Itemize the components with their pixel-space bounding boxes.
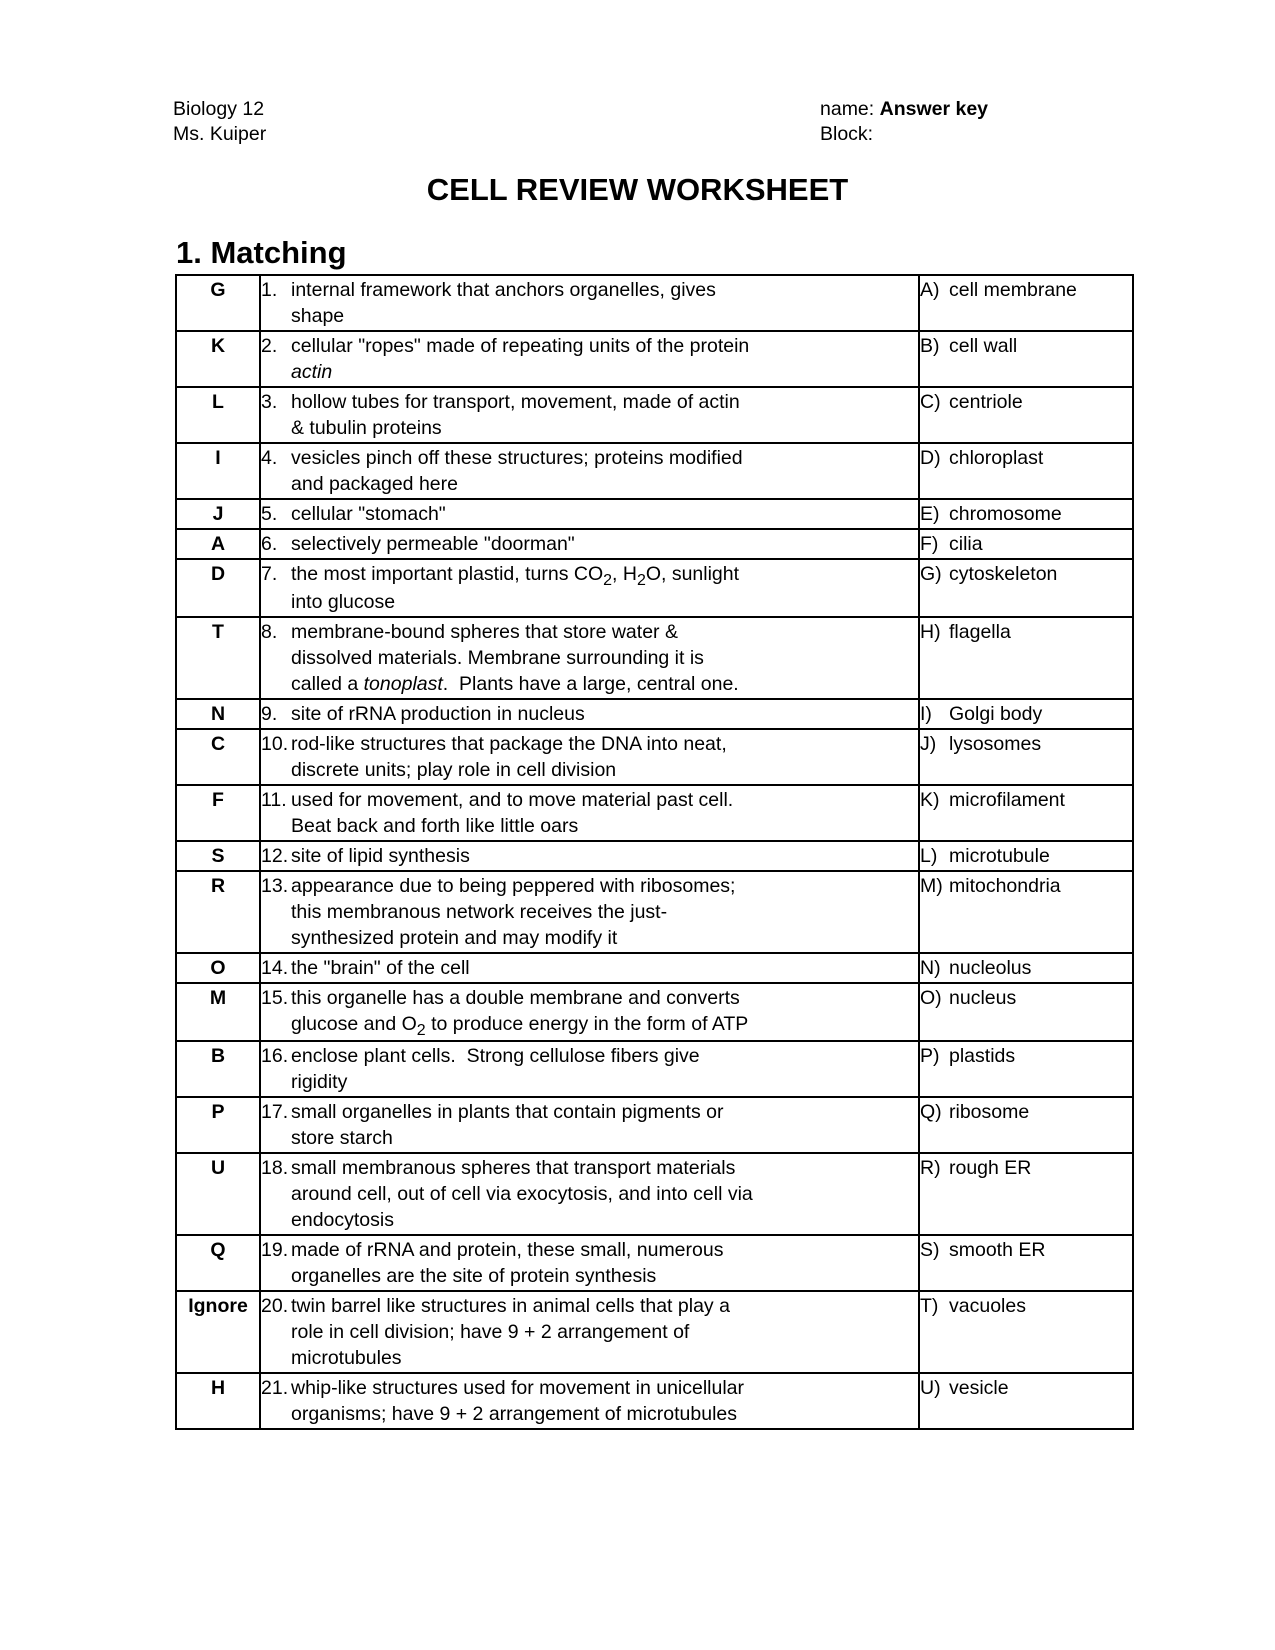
item-description xyxy=(291,1237,918,1289)
description-line: glucose and $O_2$ to produce energy in the form of ATP xyxy=(291,1013,749,1040)
term-cell xyxy=(919,1097,1133,1153)
term-text: centriole xyxy=(949,391,1023,413)
item-description xyxy=(291,1293,918,1371)
description-cell xyxy=(260,617,919,699)
description-line: small organelles in plants that contain pigments or xyxy=(291,1101,724,1124)
term-letter: C) xyxy=(920,391,941,413)
term-letter: K) xyxy=(920,789,940,812)
item-number: 21. xyxy=(261,1377,289,1400)
term-text: cell membrane xyxy=(949,279,1077,301)
term-text: cell wall xyxy=(949,335,1018,357)
item-description xyxy=(291,985,918,1039)
term-cell xyxy=(919,729,1133,785)
term-letter: S) xyxy=(920,1239,940,1262)
term-text: ribosome xyxy=(949,1101,1030,1124)
description-line: the most important plastid, turns $CO_2$, $H_2O$, sunlight xyxy=(291,563,740,590)
term-letter: P) xyxy=(920,1045,940,1068)
item-description xyxy=(291,531,918,557)
matching-row xyxy=(176,275,1133,331)
answer-cell: H xyxy=(176,1373,260,1429)
answer-cell: F xyxy=(176,785,260,841)
item-description xyxy=(291,1099,918,1151)
item-number: 2. xyxy=(261,335,278,357)
description-line: into glucose xyxy=(291,591,396,614)
answer-cell: G xyxy=(176,275,260,331)
description-line: hollow tubes for transport, movement, made of actin xyxy=(291,391,740,413)
term-letter: H) xyxy=(920,621,941,644)
description-cell xyxy=(260,1041,919,1097)
term-letter: Q) xyxy=(920,1101,942,1124)
term-cell xyxy=(919,1153,1133,1235)
term-cell xyxy=(919,1041,1133,1097)
description-cell xyxy=(260,983,919,1041)
description-line: the "brain" of the cell xyxy=(291,957,470,980)
description-line: membrane-bound spheres that store water & xyxy=(291,621,678,644)
term-letter: L) xyxy=(920,845,938,868)
item-number: 6. xyxy=(261,533,278,555)
answer-cell: J xyxy=(176,499,260,529)
description-line: appearance due to being peppered with ribosomes; xyxy=(291,875,736,898)
item-description xyxy=(291,561,918,615)
matching-row xyxy=(176,785,1133,841)
matching-row xyxy=(176,1373,1133,1429)
description-line: shape xyxy=(291,305,345,327)
header-right xyxy=(820,97,1275,147)
term-letter: J) xyxy=(920,733,937,756)
item-number: 3. xyxy=(261,391,278,413)
term-cell xyxy=(919,1291,1133,1373)
item-number: 7. xyxy=(261,563,278,585)
item-description xyxy=(291,333,918,385)
answer-cell: B xyxy=(176,1041,260,1097)
description-line: site of lipid synthesis xyxy=(291,845,470,868)
term-text: nucleus xyxy=(949,987,1017,1010)
item-description xyxy=(291,1043,918,1095)
matching-row xyxy=(176,1235,1133,1291)
term-cell xyxy=(919,529,1133,559)
description-cell xyxy=(260,1153,919,1235)
term-letter: B) xyxy=(920,335,940,357)
description-cell xyxy=(260,443,919,499)
matching-row xyxy=(176,953,1133,983)
matching-row xyxy=(176,841,1133,871)
answer-cell: C xyxy=(176,729,260,785)
term-letter: A) xyxy=(920,279,940,301)
description-cell xyxy=(260,1373,919,1429)
term-letter: O) xyxy=(920,987,942,1010)
description-line: enclose plant cells. Strong cellulose fibers give xyxy=(291,1045,700,1068)
term-text: mitochondria xyxy=(949,875,1061,898)
matching-row xyxy=(176,1291,1133,1373)
answer-cell: O xyxy=(176,953,260,983)
block-label: Block: xyxy=(820,123,874,145)
matching-row xyxy=(176,617,1133,699)
description-line: made of rRNA and protein, these small, numerous xyxy=(291,1239,724,1262)
matching-table xyxy=(175,274,1134,1430)
matching-table-body xyxy=(176,275,1133,1429)
answer-cell: T xyxy=(176,617,260,699)
term-cell xyxy=(919,699,1133,729)
item-number: 5. xyxy=(261,503,278,525)
description-cell xyxy=(260,953,919,983)
term-cell xyxy=(919,1373,1133,1429)
description-cell xyxy=(260,1235,919,1291)
answer-cell: N xyxy=(176,699,260,729)
term-text: flagella xyxy=(949,621,1011,644)
description-line: dissolved materials. Membrane surrounding it is xyxy=(291,647,704,670)
term-text: cytoskeleton xyxy=(949,563,1058,585)
description-cell xyxy=(260,699,919,729)
matching-row xyxy=(176,499,1133,529)
description-cell xyxy=(260,871,919,953)
description-cell xyxy=(260,729,919,785)
description-cell xyxy=(260,785,919,841)
term-cell xyxy=(919,785,1133,841)
description-line: & tubulin proteins xyxy=(291,417,442,439)
answer-cell: Ignore xyxy=(176,1291,260,1373)
item-description xyxy=(291,701,918,727)
header-left xyxy=(173,97,266,147)
name-label: name: xyxy=(820,98,875,120)
description-cell xyxy=(260,275,919,331)
term-letter: N) xyxy=(920,957,941,980)
item-number: 16. xyxy=(261,1045,289,1068)
term-text: vesicle xyxy=(949,1377,1009,1400)
term-text: plastids xyxy=(949,1045,1016,1068)
term-letter: U) xyxy=(920,1377,941,1400)
term-text: Golgi body xyxy=(949,703,1043,726)
item-description xyxy=(291,787,918,839)
description-line: called a tonoplast. Plants have a large, central one. xyxy=(291,673,739,696)
name-line xyxy=(820,97,1275,122)
term-cell xyxy=(919,331,1133,387)
answer-cell: L xyxy=(176,387,260,443)
item-number: 17. xyxy=(261,1101,289,1124)
description-cell xyxy=(260,529,919,559)
term-text: lysosomes xyxy=(949,733,1042,756)
description-line: rod-like structures that package the DNA into neat, xyxy=(291,733,727,756)
name-value: Answer key xyxy=(879,98,989,120)
term-cell xyxy=(919,871,1133,953)
answer-cell: P xyxy=(176,1097,260,1153)
item-number: 1. xyxy=(261,279,278,301)
matching-row xyxy=(176,331,1133,387)
item-number: 14. xyxy=(261,957,289,980)
description-line: twin barrel like structures in animal cells that play a xyxy=(291,1295,730,1318)
term-cell xyxy=(919,559,1133,617)
item-number: 19. xyxy=(261,1239,289,1262)
item-number: 20. xyxy=(261,1295,289,1318)
term-letter: T) xyxy=(920,1295,939,1318)
teacher-name: Ms. Kuiper xyxy=(173,123,267,145)
matching-row xyxy=(176,1097,1133,1153)
matching-row xyxy=(176,1041,1133,1097)
description-cell xyxy=(260,1291,919,1373)
term-cell xyxy=(919,387,1133,443)
description-line: role in cell division; have 9 + 2 arrangement of xyxy=(291,1321,690,1344)
term-text: vacuoles xyxy=(949,1295,1026,1318)
term-cell xyxy=(919,499,1133,529)
description-cell xyxy=(260,559,919,617)
description-cell xyxy=(260,1097,919,1153)
description-line: site of rRNA production in nucleus xyxy=(291,703,585,726)
matching-row xyxy=(176,387,1133,443)
description-cell xyxy=(260,387,919,443)
term-letter: R) xyxy=(920,1157,941,1180)
term-text: chloroplast xyxy=(949,447,1044,469)
item-description xyxy=(291,1375,918,1427)
term-cell xyxy=(919,443,1133,499)
description-line: around cell, out of cell via exocytosis, and into cell via xyxy=(291,1183,753,1206)
term-cell xyxy=(919,841,1133,871)
description-line: used for movement, and to move material past cell. xyxy=(291,789,734,812)
term-text: rough ER xyxy=(949,1157,1032,1180)
term-letter: G) xyxy=(920,563,942,585)
term-letter: D) xyxy=(920,447,941,469)
term-letter: M) xyxy=(920,875,943,898)
page-title: CELL REVIEW WORKSHEET xyxy=(426,172,849,207)
matching-row xyxy=(176,559,1133,617)
term-text: smooth ER xyxy=(949,1239,1046,1262)
description-line: selectively permeable "doorman" xyxy=(291,533,575,555)
answer-cell: Q xyxy=(176,1235,260,1291)
term-cell xyxy=(919,953,1133,983)
answer-cell: I xyxy=(176,443,260,499)
item-number: 10. xyxy=(261,733,289,756)
item-number: 11. xyxy=(261,789,287,812)
description-line: this membranous network receives the just- xyxy=(291,901,668,924)
item-description xyxy=(291,843,918,869)
description-line: organisms; have 9 + 2 arrangement of microtubules xyxy=(291,1403,738,1426)
item-description xyxy=(291,955,918,981)
term-cell xyxy=(919,617,1133,699)
description-line: microtubules xyxy=(291,1347,402,1370)
description-line: discrete units; play role in cell division xyxy=(291,759,617,782)
matching-row xyxy=(176,729,1133,785)
term-text: chromosome xyxy=(949,503,1062,525)
term-cell xyxy=(919,1235,1133,1291)
term-cell xyxy=(919,275,1133,331)
matching-row xyxy=(176,699,1133,729)
term-letter: E) xyxy=(920,503,940,525)
answer-cell: U xyxy=(176,1153,260,1235)
description-line: small membranous spheres that transport materials xyxy=(291,1157,736,1180)
term-text: cilia xyxy=(949,533,983,555)
document-header xyxy=(173,97,1275,147)
item-number: 4. xyxy=(261,447,278,469)
description-line: and packaged here xyxy=(291,473,458,495)
description-cell xyxy=(260,841,919,871)
description-line: internal framework that anchors organelles, gives xyxy=(291,279,716,301)
answer-cell: S xyxy=(176,841,260,871)
description-cell xyxy=(260,499,919,529)
item-description xyxy=(291,445,918,497)
description-line: actin xyxy=(291,361,333,383)
description-line: cellular "stomach" xyxy=(291,503,446,525)
description-line: synthesized protein and may modify it xyxy=(291,927,618,950)
item-description xyxy=(291,1155,918,1233)
description-line: organelles are the site of protein synthesis xyxy=(291,1265,657,1288)
item-description xyxy=(291,731,918,783)
description-line: this organelle has a double membrane and converts xyxy=(291,987,740,1010)
matching-row xyxy=(176,983,1133,1041)
item-number: 18. xyxy=(261,1157,289,1180)
matching-row xyxy=(176,1153,1133,1235)
description-line: vesicles pinch off these structures; proteins modified xyxy=(291,447,743,469)
item-number: 15. xyxy=(261,987,289,1010)
course-name: Biology 12 xyxy=(173,98,265,120)
item-description xyxy=(291,873,918,951)
description-line: Beat back and forth like little oars xyxy=(291,815,579,838)
answer-cell: K xyxy=(176,331,260,387)
description-line: rigidity xyxy=(291,1071,348,1094)
answer-cell: A xyxy=(176,529,260,559)
matching-row xyxy=(176,871,1133,953)
answer-cell: M xyxy=(176,983,260,1041)
item-description xyxy=(291,277,918,329)
matching-row xyxy=(176,443,1133,499)
term-letter: I) xyxy=(920,703,932,726)
item-description xyxy=(291,389,918,441)
term-text: microfilament xyxy=(949,789,1065,812)
term-text: nucleolus xyxy=(949,957,1032,980)
item-description xyxy=(291,619,918,697)
item-number: 12. xyxy=(261,845,289,868)
answer-cell: R xyxy=(176,871,260,953)
term-letter: F) xyxy=(920,533,939,555)
item-number: 13. xyxy=(261,875,289,898)
item-description xyxy=(291,501,918,527)
description-line: endocytosis xyxy=(291,1209,394,1232)
description-line: cellular "ropes" made of repeating units of the protein xyxy=(291,335,750,357)
item-number: 8. xyxy=(261,621,278,644)
answer-cell: D xyxy=(176,559,260,617)
matching-row xyxy=(176,529,1133,559)
section-heading: 1. Matching xyxy=(176,235,347,270)
term-cell xyxy=(919,983,1133,1041)
term-text: microtubule xyxy=(949,845,1050,868)
item-number: 9. xyxy=(261,703,278,726)
description-line: whip-like structures used for movement in unicellular xyxy=(291,1377,745,1400)
description-line: store starch xyxy=(291,1127,393,1150)
description-cell xyxy=(260,331,919,387)
